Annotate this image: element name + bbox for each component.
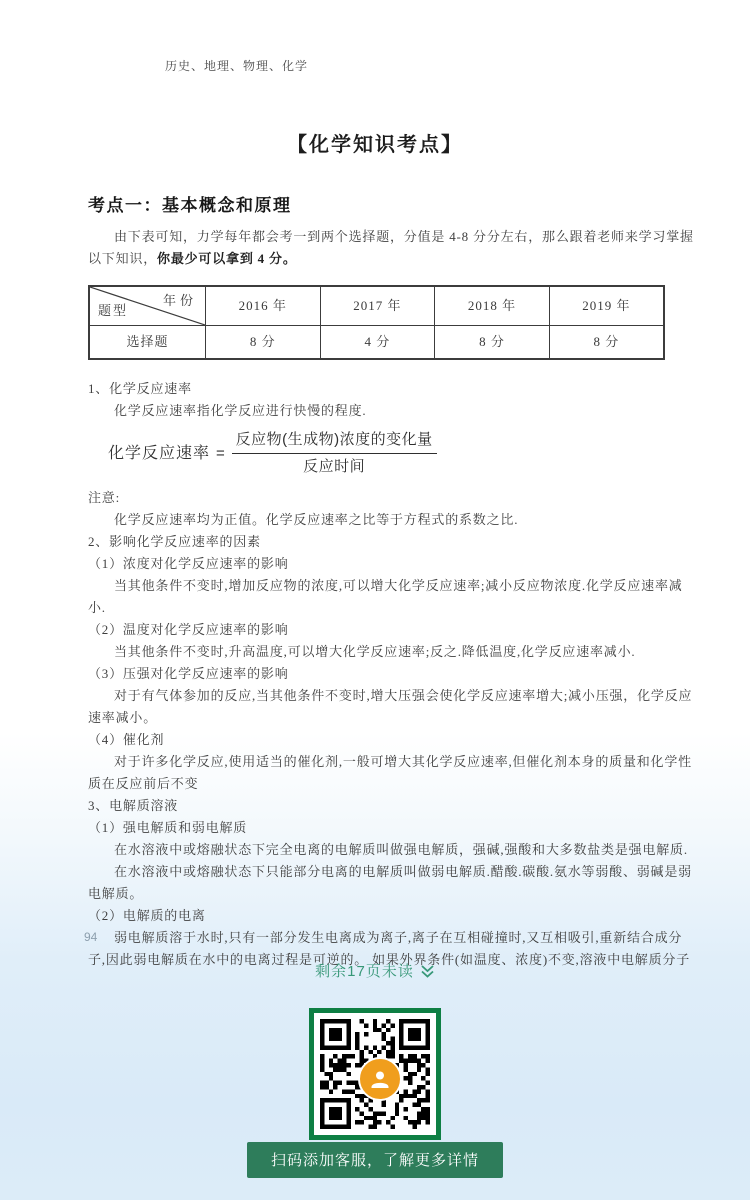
- qr-code: [309, 1008, 441, 1140]
- double-chevron-down-icon[interactable]: [420, 966, 435, 983]
- paragraph: （2）电解质的电离: [88, 908, 206, 923]
- paragraph: （2）温度对化学反应速率的影响: [88, 622, 289, 637]
- table-header-cell: 2016 年: [206, 286, 321, 326]
- paragraph: （3）压强对化学反应速率的影响: [88, 666, 289, 681]
- score-cell: 8 分: [549, 326, 664, 360]
- table-header-cell: 2018 年: [435, 286, 550, 326]
- document-body: [88, 194, 700, 971]
- row-label-cell: 选择题: [89, 326, 206, 360]
- paragraph: 在水溶液中或熔融状态下完全电离的电解质叫做强电解质，强碱,强酸和大多数盐类是强电解质.: [114, 842, 688, 857]
- document-subject-note: 历史、地理、物理、化学: [165, 59, 309, 73]
- table-header-cell: 2019 年: [549, 286, 664, 326]
- intro-bold-text: 你最少可以拿到 4 分。: [157, 251, 297, 266]
- table-header-cell: 2017 年: [320, 286, 435, 326]
- section-heading: 考点一：基本概念和原理: [88, 196, 292, 215]
- corner-label-year: 年份: [162, 293, 197, 308]
- formula-lhs: 化学反应速率: [108, 444, 211, 462]
- paragraph: 对于许多化学反应,使用适当的催化剂,一般可增大其化学反应速率,但催化剂本身的质量和化学性质在反应前后不变: [88, 754, 692, 791]
- score-table: [88, 285, 665, 360]
- equals-sign: =: [216, 444, 226, 462]
- table-row: [89, 326, 664, 360]
- paragraph: （4）催化剂: [88, 732, 165, 747]
- paragraph: （1）强电解质和弱电解质: [88, 820, 248, 835]
- intro-text: 由下表可知，力学每年都会考一到两个选择题，分值是 4-8 分分左右，那么跟着老师来学习掌握以下知识，: [88, 229, 694, 266]
- fraction: [232, 429, 437, 478]
- paragraph: 化学反应速率指化学反应进行快慢的程度.: [114, 403, 367, 418]
- paragraph: （1）浓度对化学反应速率的影响: [88, 556, 289, 571]
- paragraph: 化学反应速率均为正值。化学反应速率之比等于方程式的系数之比.: [114, 512, 519, 527]
- paragraph: 弱电解质溶于水时,只有一部分发生电离成为离子,离子在互相碰撞时,又互相吸引,重新结合成分子,因此弱电解质在水中的电离过程是可逆的。 如果外界条件(如温度、浓度)不变,溶液中电解质分子: [88, 930, 691, 967]
- score-cell: 8 分: [435, 326, 550, 360]
- reaction-rate-formula: [88, 429, 700, 478]
- paragraph: 在水溶液中或熔融状态下只能部分电离的电解质叫做弱电解质.醋酸.碳酸.氨水等弱酸、弱碱是弱电解质。: [88, 864, 692, 901]
- page-number: 94: [84, 930, 98, 944]
- paragraph: 1、化学反应速率: [88, 381, 192, 396]
- paragraph: 对于有气体参加的反应,当其他条件不变时,增大压强会使化学反应速率增大;减小压强，化学反应速率减小。: [88, 688, 693, 725]
- score-cell: 4 分: [320, 326, 435, 360]
- paragraph: 2、影响化学反应速率的因素: [88, 534, 261, 549]
- remaining-pages-expander[interactable]: [0, 960, 750, 983]
- paragraph: 注意:: [88, 490, 121, 505]
- person-icon: [358, 1057, 402, 1101]
- scan-qr-cta-button[interactable]: 扫码添加客服，了解更多详情: [247, 1142, 503, 1178]
- intro-paragraph: [88, 226, 700, 270]
- paragraph: 当其他条件不变时,增加反应物的浓度,可以增大化学反应速率;减小反应物浓度.化学反应速率减小.: [88, 578, 683, 615]
- fraction-denominator: 反应时间: [303, 458, 366, 475]
- paragraph: 3、电解质溶液: [88, 798, 179, 813]
- fraction-numerator: 反应物(生成物)浓度的变化量: [232, 429, 437, 454]
- paragraph: 当其他条件不变时,升高温度,可以增大化学反应速率;反之.降低温度,化学反应速率减小.: [114, 644, 636, 659]
- table-corner-cell: [89, 286, 206, 326]
- corner-label-type: 题型: [98, 303, 129, 318]
- score-cell: 8 分: [206, 326, 321, 360]
- remaining-pages-label: 剩余17页未读: [315, 963, 414, 980]
- document-title: 【化学知识考点】: [287, 134, 463, 156]
